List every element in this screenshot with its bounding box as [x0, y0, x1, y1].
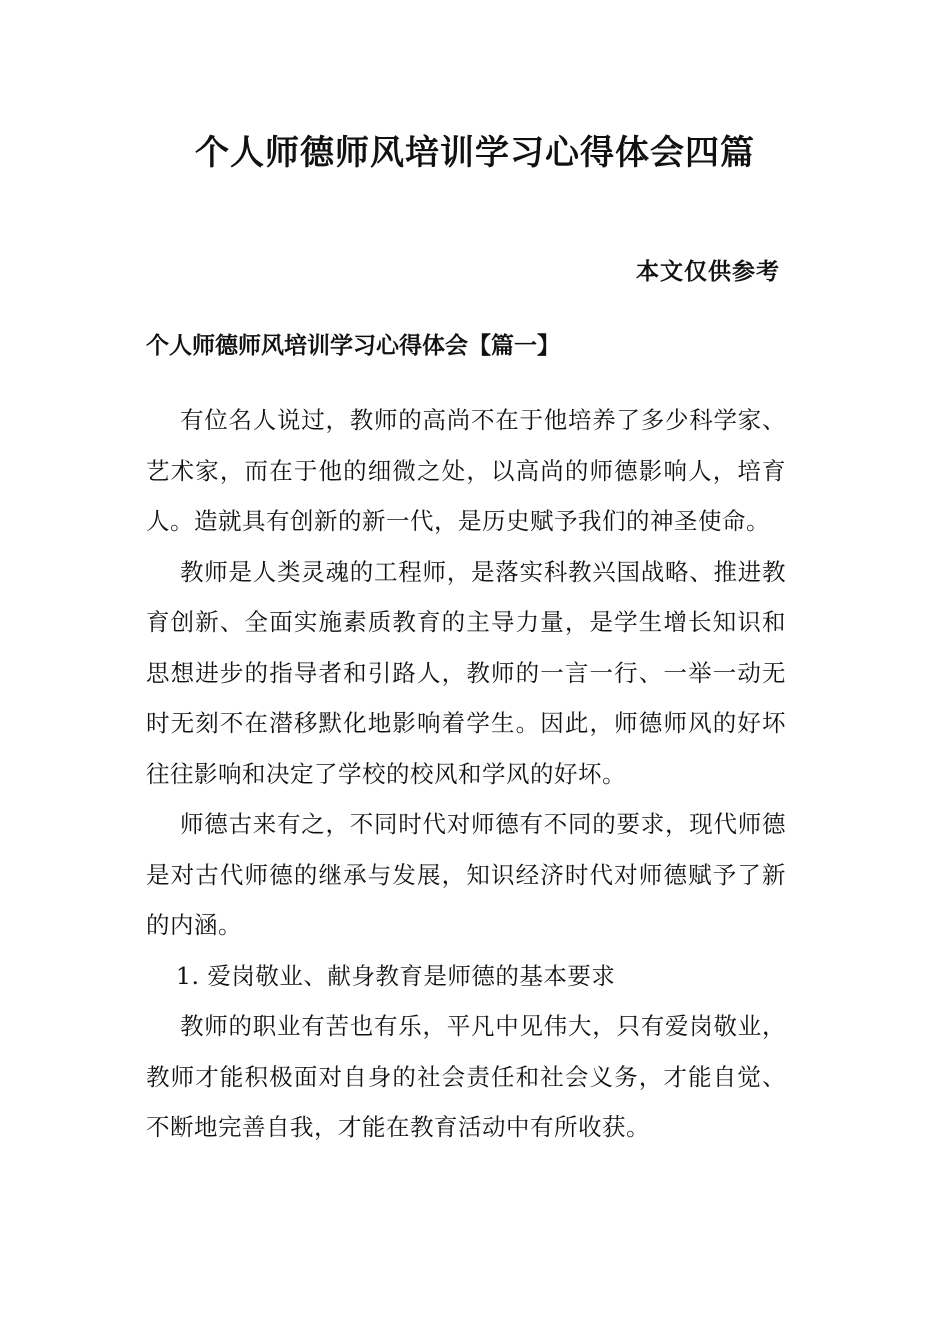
paragraph: 师德古来有之，不同时代对师德有不同的要求，现代师德是对古代师德的继承与发展，知识经济时代对师德赋予了新的内涵。	[146, 810, 786, 939]
reference-note: 本文仅供参考	[636, 258, 780, 285]
paragraph: 教师是人类灵魂的工程师，是落实科教兴国战略、推进教育创新、全面实施素质教育的主导力量，是学生增长知识和思想进步的指导者和引路人，教师的一言一行、一举一动无时无刻不在潜移默化地影响着学生。因此，师德师风的好坏往往影响和决定了学校的校风和学风的好坏。	[146, 557, 786, 788]
paragraph: 教师的职业有苦也有乐，平凡中见伟大，只有爱岗敬业，教师才能积极面对自身的社会责任和社会义务，才能自觉、不断地完善自我，才能在教育活动中有所收获。	[146, 1012, 786, 1141]
document-title: 个人师德师风培训学习心得体会四篇	[195, 133, 755, 173]
body-text	[146, 395, 786, 1153]
section-heading: 个人师德师风培训学习心得体会【篇一】	[146, 332, 560, 359]
sub-heading: 1. 爱岗敬业、献身教育是师德的基本要求	[176, 961, 616, 990]
paragraph: 有位名人说过，教师的高尚不在于他培养了多少科学家、艺术家，而在于他的细微之处，以高尚的师德影响人，培育人。造就具有创新的新一代，是历史赋予我们的神圣使命。	[146, 406, 786, 535]
